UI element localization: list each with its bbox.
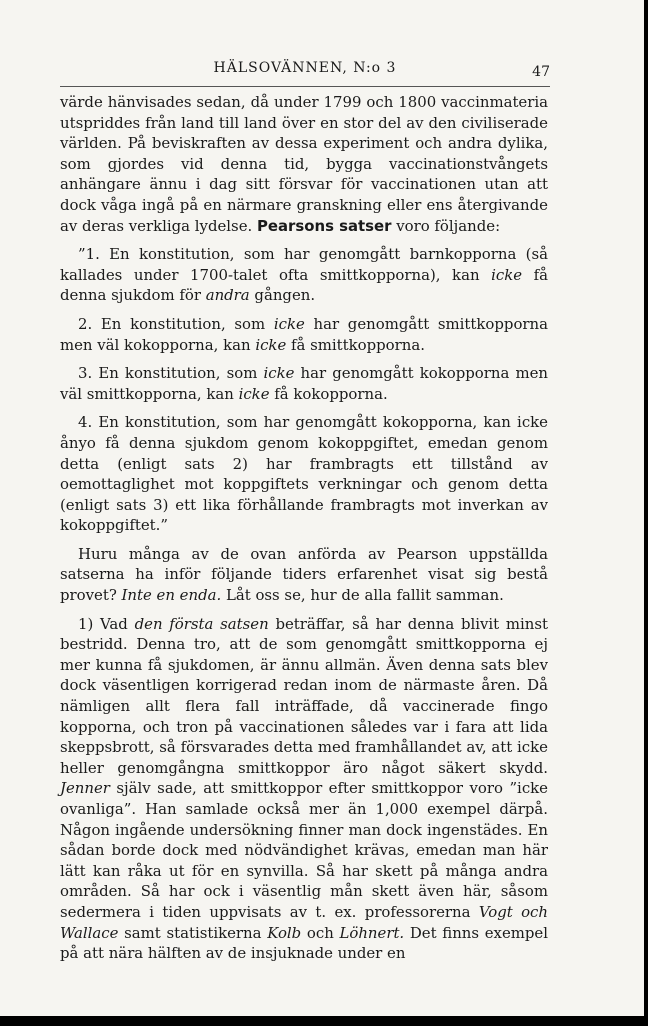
bold-term: Pearsons satser	[256, 216, 392, 235]
text-run: få denna sjukdom för	[60, 265, 548, 305]
italic-name: Kolb	[267, 923, 302, 942]
text-run: 2. En konstitution, som	[78, 314, 274, 333]
running-head: HÄLSOVÄNNEN, N:o 3	[213, 60, 397, 76]
text-run: Huru många av de ovan anförda av Pearson uppställda satserna ha inför följande tiders erfarenhet visat sig bestå provet?	[60, 544, 548, 605]
text-run: gången.	[249, 286, 316, 305]
italic-term: den första satsen	[134, 614, 269, 633]
italic-term: icke	[263, 364, 295, 383]
text-run: Det finns exempel på att nära hälften av de insjuknade under en	[60, 923, 548, 963]
text-run: har genomgått kokopporna men väl smittkopporna, kan	[60, 364, 548, 403]
page-number: 47	[532, 64, 550, 80]
text-run: ”1. En konstitution, som har genomgått barnkopporna (så kallades under 1700-talet ofta smittkopporna), kan	[60, 245, 548, 284]
text-run: samt statistikerna	[118, 923, 268, 942]
paragraph-thesis-2	[60, 314, 548, 355]
scan-right-edge	[644, 0, 648, 1026]
italic-term: icke	[255, 335, 287, 354]
italic-term: andra	[205, 286, 250, 305]
text-run: beträffar, så har denna blivit minst bestridd. Denna tro, att de som genomgått smittkopporna ej mer kunna få sjukdomen, är ännu allmän. Även denna sats blev dock väsentligen korrigerad redan inom de närmaste åren. Då nämligen allt flera fall inträffade, då vaccinerade fingo kopporna, och tron på vaccinationen således var i fara att lida skeppsbrott, så försvarades detta med framhållandet av, att icke heller genomgångna smittkoppor äro något säkert skydd.	[60, 614, 549, 777]
text-run: 3. En konstitution, som	[78, 364, 264, 383]
text-run: 1) Vad	[78, 614, 135, 633]
paragraph-thesis-3	[60, 363, 548, 404]
italic-term: Inte en enda.	[121, 586, 222, 605]
text-run: 4. En konstitution, som har genomgått kokopporna, kan icke ånyo få denna sjukdom genom kokoppgiftet, emedan genom detta (enligt sats 2) har frambragts ett tillstånd av oemottaglighet mot koppgiftets verkningar och genom detta (enligt sats 3) ett lika förhållande frambragts mot inverkan av kokoppgiftet.”	[60, 413, 548, 535]
text-run: få kokopporna.	[269, 384, 388, 403]
paragraph-thesis-4	[60, 412, 548, 536]
paragraph-question	[60, 544, 548, 606]
italic-term: icke	[491, 265, 523, 284]
scan-bottom-edge	[0, 1016, 648, 1026]
body-text	[60, 92, 548, 964]
italic-name: Jenner	[60, 779, 110, 798]
italic-term: icke	[273, 314, 305, 333]
text-run: har genomgått smittkopporna men väl kokopporna, kan	[60, 314, 549, 354]
paragraph-first-thesis	[60, 614, 548, 964]
page-header	[60, 60, 550, 87]
text-run: värde hänvisades sedan, då under 1799 och 1800 vaccinmateria utspriddes från land till land över en stor del av den civiliserade världen. På beviskraften av dessa experiment och andra dylika, som gjordes vid denna tid, bygga vaccinationstvångets anhängare ännu i dag sitt försvar för vaccinationen utan att dock våga ingå på en närmare granskning eller ens återgivande av deras verkliga lydelse.	[60, 93, 548, 235]
text-run: Låt oss se, hur de alla fallit samman.	[221, 586, 504, 605]
text-run: och	[301, 923, 340, 942]
paragraph-thesis-1	[60, 244, 548, 306]
text-run: voro följande:	[391, 216, 501, 235]
italic-name: Vogt och Wallace	[60, 902, 548, 942]
paragraph-1	[60, 92, 548, 236]
italic-term: icke	[238, 384, 270, 403]
text-run: själv sade, att smittkoppor efter smittkoppor voro ”icke ovanliga”. Han samlade också mer än 1,000 exempel därpå. Någon ingående undersökning finner man dock ingenstädes. En sådan borde dock med nödvändighet krävas, emedan man här lätt kan råka ut för en synvilla. Så har skett på många andra områden. Så har ock i väsentlig mån skett även här, såsom sedermera i tiden uppvisats av t. ex. professorerna	[60, 779, 548, 921]
text-run: få smittkopporna.	[286, 335, 425, 354]
italic-name: Löhnert.	[339, 923, 405, 942]
